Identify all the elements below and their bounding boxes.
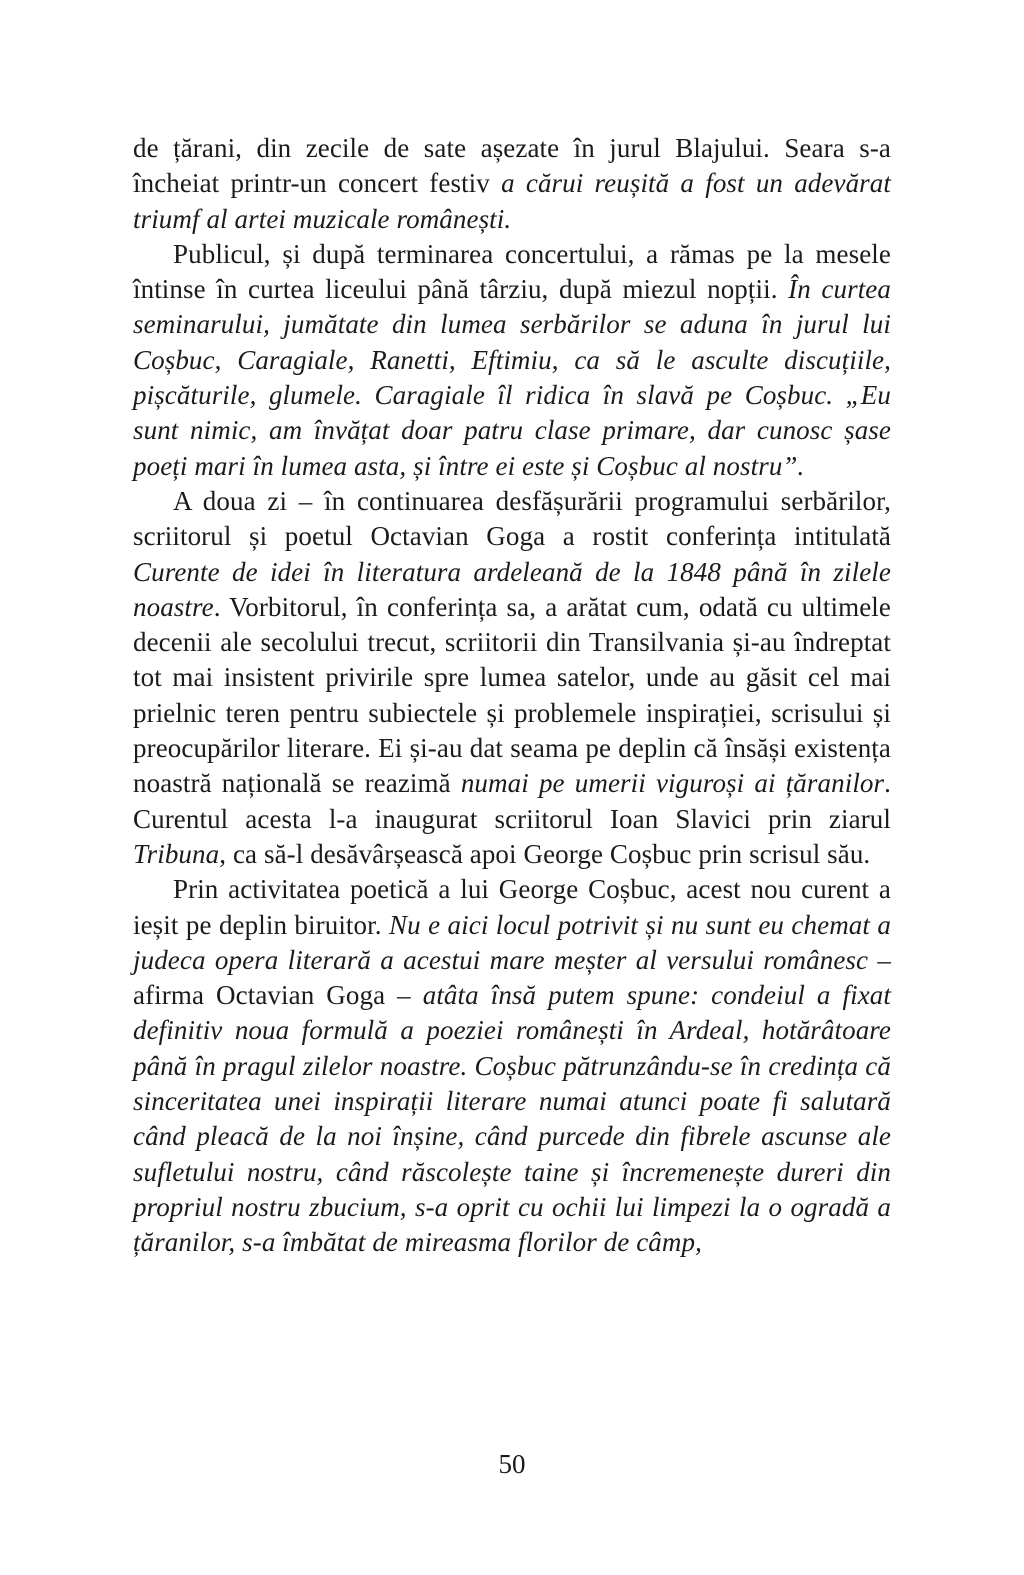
italic-text-run: Tribuna [133,838,220,869]
italic-text-run: atâta însă putem spune: condeiul a fixat definitiv noua formulă a poeziei românești în Ardeal, hotărâtoare până în pragul zilelor noastre. Coșbuc pătrunzându-se în credința că sinceritatea unei inspirații literare numai atunci poate fi salutară când pleacă de la noi înșine, când purcede din fibrele ascunse ale sufletului nostru, când răscolește taine și încremenește dureri din propriul nostru zbucium, s-a oprit cu ochii lui limpezi la o ogradă a țăranilor, s-a îmbătat de mireasma florilor de câmp, [133,980,891,1258]
italic-text-run: a cărui reușită a fost un adevărat triumf al artei muzicale românești. [133,168,891,234]
paragraph [133,484,891,872]
text-run: de țărani, din zecile de sate așezate în jurul Blajului. Seara s-a încheiat printr-un concert festiv [133,133,891,199]
italic-text-run: În curtea seminarului, jumătate din lumea serbărilor se aduna în jurul lui Coșbuc, Caragiale, Ranetti, Eftimiu, ca să le asculte discuțiile, pișcăturile, glumele. Caragiale îl ridica în slavă pe Coșbuc. „Eu sunt nimic, am învățat doar patru clase primare, dar cunosc șase poeți mari în lumea asta, și între ei este și Coșbuc al nostru”. [133,274,891,481]
italic-text-run: Nu e aici locul potrivit și nu sunt eu chemat a judeca opera literară a acestui mare meșter al versului românesc [133,909,891,975]
text-run: . Vorbitorul, în conferința sa, a arătat cum, odată cu ultimele decenii ale secolului trecut, scriitorii din Transilvania și-au îndreptat tot mai insistent privirile spre lumea satelor, unde au găsit cel mai prielnic teren pentru subiectele și problemele inspirației, scrisului și preocupărilor literare. Ei și-au dat seama pe deplin că însăși existența noastră națională se reazimă [133,591,891,799]
italic-text-run: Curente de idei în literatura ardeleană de la 1848 până în zilele noastre [133,556,891,622]
paragraph [133,872,891,1260]
text-run: Publicul, și după terminarea concertului, a rămas pe la mesele întinse în curtea liceului până târziu, după miezul nopții. [133,238,891,305]
text-run: – afirma Octavian Goga – [133,944,891,1011]
page-text [133,131,891,1261]
paragraph [133,237,891,484]
italic-text-run: numai pe umerii viguroși ai țăranilor [460,768,885,799]
text-run: . Curentul acesta l-a inaugurat scriitorul Ioan Slavici prin ziarul [133,768,891,834]
page-number: 50 [498,1449,526,1479]
text-run: A doua zi – în continuarea desfășurării programului serbărilor, scriitorul și poetul Octavian Goga a rostit conferința intitulată [133,485,891,552]
paragraph [133,131,891,237]
text-run: , ca să-l desăvârșească apoi George Coșbuc prin scrisul său. [219,838,871,869]
text-run: Prin activitatea poetică a lui George Coșbuc, acest nou curent a ieșit pe deplin biruitor. [133,874,891,940]
